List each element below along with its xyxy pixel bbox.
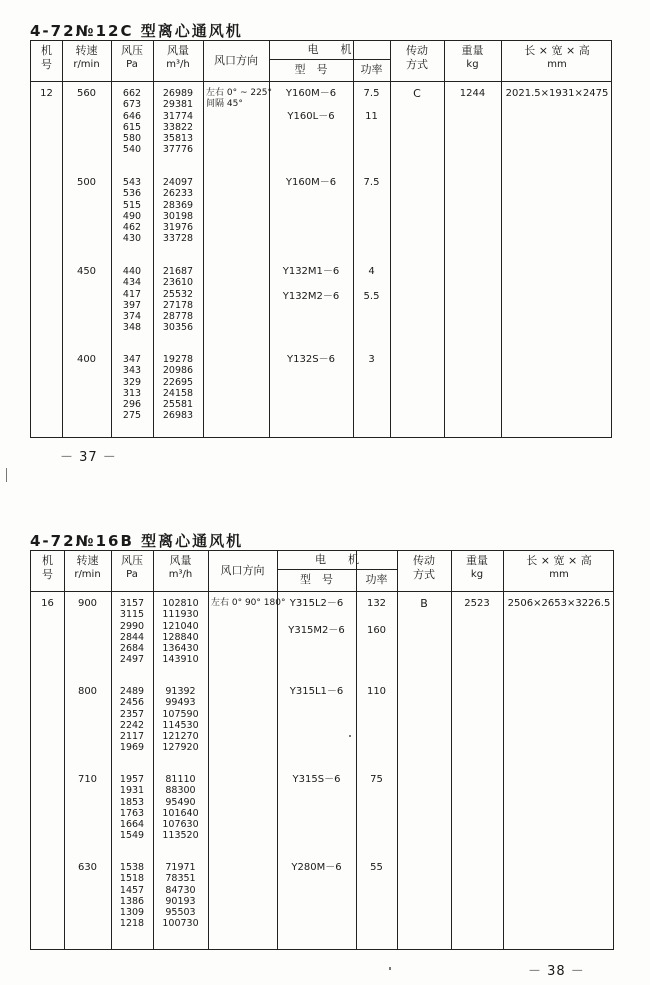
pressure-values: 1957 1931 1853 1763 1664 1549 — [119, 774, 145, 842]
motor-model: Y315S－6 — [292, 774, 341, 785]
speed-value: 900 — [77, 598, 98, 609]
direction-text: 左右 0° 90° 180° — [211, 598, 286, 608]
motor-model: Y315L1－6 — [289, 686, 344, 697]
speed-value: 800 — [77, 686, 98, 697]
pressure-values: 2489 2456 2357 2242 2117 1969 — [119, 686, 145, 754]
motor-model: Y160L－6 — [287, 111, 335, 122]
hdr-direction: 风口方向 — [214, 54, 258, 67]
hdr-motor-model: 型 号 — [294, 63, 328, 76]
scan-mark — [389, 967, 391, 970]
lower-title: 4-72№16B 型离心通风机 — [30, 532, 244, 550]
speed-value: 710 — [77, 774, 98, 785]
speed-value: 400 — [76, 354, 97, 365]
pressure-values: 1538 1518 1457 1386 1309 1218 — [119, 862, 145, 930]
hdr-dims: 长 × 宽 × 高 mm — [524, 44, 590, 70]
machine-no: 16 — [41, 598, 54, 609]
hdr-direction: 风口方向 — [220, 564, 265, 577]
hdr-flow: 风量 m³/h — [168, 554, 193, 580]
hdr-motor: 电 机 — [315, 553, 359, 566]
weight: 2523 — [464, 598, 490, 609]
motor-model: Y132M1－6 — [282, 266, 340, 277]
motor-model: Y160M－6 — [285, 88, 337, 99]
pressure-values: 440 434 417 397 374 348 — [122, 266, 142, 334]
machine-no: 12 — [40, 88, 53, 99]
hdr-machine-no: 机 号 — [42, 554, 53, 581]
hdr-pressure: 风压 Pa — [121, 44, 143, 70]
direction-text: 左右 0° ~ 225° 间隔 45° — [206, 88, 273, 110]
motor-power: 75 — [370, 774, 383, 785]
pressure-values: 543 536 515 490 462 430 — [122, 177, 142, 245]
flow-values: 71971 78351 84730 90193 95503 100730 — [162, 862, 199, 930]
hdr-flow: 风量 m³/h — [166, 44, 190, 70]
hdr-drive: 传动 方式 — [413, 554, 435, 581]
flow-values: 19278 20986 22695 24158 25581 26983 — [162, 354, 194, 422]
upper-table — [30, 40, 612, 438]
speed-value: 500 — [76, 177, 97, 188]
pressure-values: 347 343 329 313 296 275 — [122, 354, 142, 422]
hdr-speed: 转速 r/min — [73, 44, 100, 70]
dims: 2506×2653×3226.5 — [507, 598, 611, 609]
flow-values: 21687 23610 25532 27178 28778 30356 — [162, 266, 194, 334]
motor-power: 7.5 — [363, 177, 380, 188]
scan-mark — [6, 468, 7, 482]
motor-model: Y132S－6 — [287, 354, 335, 365]
motor-power: 11 — [365, 111, 378, 122]
dims: 2021.5×1931×2475 — [505, 88, 609, 99]
flow-values: 81110 88300 95490 101640 107630 113520 — [162, 774, 199, 842]
drive: B — [420, 597, 428, 610]
motor-model: Y280M－6 — [291, 862, 342, 873]
upper-title: 4-72№12C 型离心通风机 — [30, 22, 243, 40]
flow-values: 26989 29381 31774 33822 35813 37776 — [162, 88, 194, 156]
motor-power: 132 — [366, 598, 387, 609]
motor-model: Y132M2－6 — [282, 291, 340, 302]
hdr-pressure: 风压 Pa — [121, 554, 143, 580]
hdr-speed: 转速 r/min — [74, 554, 101, 580]
hdr-motor: 电 机 — [307, 43, 352, 56]
hdr-weight: 重量 kg — [461, 44, 484, 70]
speed-value: 630 — [77, 862, 98, 873]
motor-model: Y315M2－6 — [288, 625, 345, 636]
motor-model: Y160M－6 — [285, 177, 337, 188]
hdr-dims: 长 × 宽 × 高 mm — [526, 554, 592, 580]
motor-power: 55 — [370, 862, 383, 873]
motor-power: 3 — [368, 354, 375, 365]
scan-mark — [349, 735, 351, 737]
page-number: － 38 － — [528, 964, 585, 979]
hdr-motor-power: 功率 — [365, 573, 388, 586]
pressure-values: 3157 3115 2990 2844 2684 2497 — [119, 598, 145, 666]
motor-power: 110 — [366, 686, 387, 697]
weight: 1244 — [459, 88, 486, 99]
drive: C — [413, 87, 421, 100]
motor-model: Y315L2－6 — [289, 598, 344, 609]
hdr-motor-model: 型 号 — [300, 573, 333, 586]
hdr-motor-power: 功率 — [360, 63, 383, 76]
motor-power: 160 — [366, 625, 387, 636]
pressure-values: 662 673 646 615 580 540 — [122, 88, 142, 156]
speed-value: 450 — [76, 266, 97, 277]
motor-power: 4 — [368, 266, 375, 277]
hdr-weight: 重量 kg — [466, 554, 488, 580]
speed-value: 560 — [76, 88, 97, 99]
motor-power: 5.5 — [363, 291, 380, 302]
flow-values: 102810 111930 121040 128840 136430 143910 — [162, 598, 199, 666]
motor-power: 7.5 — [363, 88, 380, 99]
flow-values: 91392 99493 107590 114530 121270 127920 — [162, 686, 199, 754]
flow-values: 24097 26233 28369 30198 31976 33728 — [162, 177, 194, 245]
hdr-machine-no: 机 号 — [41, 44, 52, 71]
page-number: － 37 － — [60, 450, 117, 465]
lower-table — [30, 550, 614, 950]
hdr-drive: 传动 方式 — [406, 44, 428, 71]
